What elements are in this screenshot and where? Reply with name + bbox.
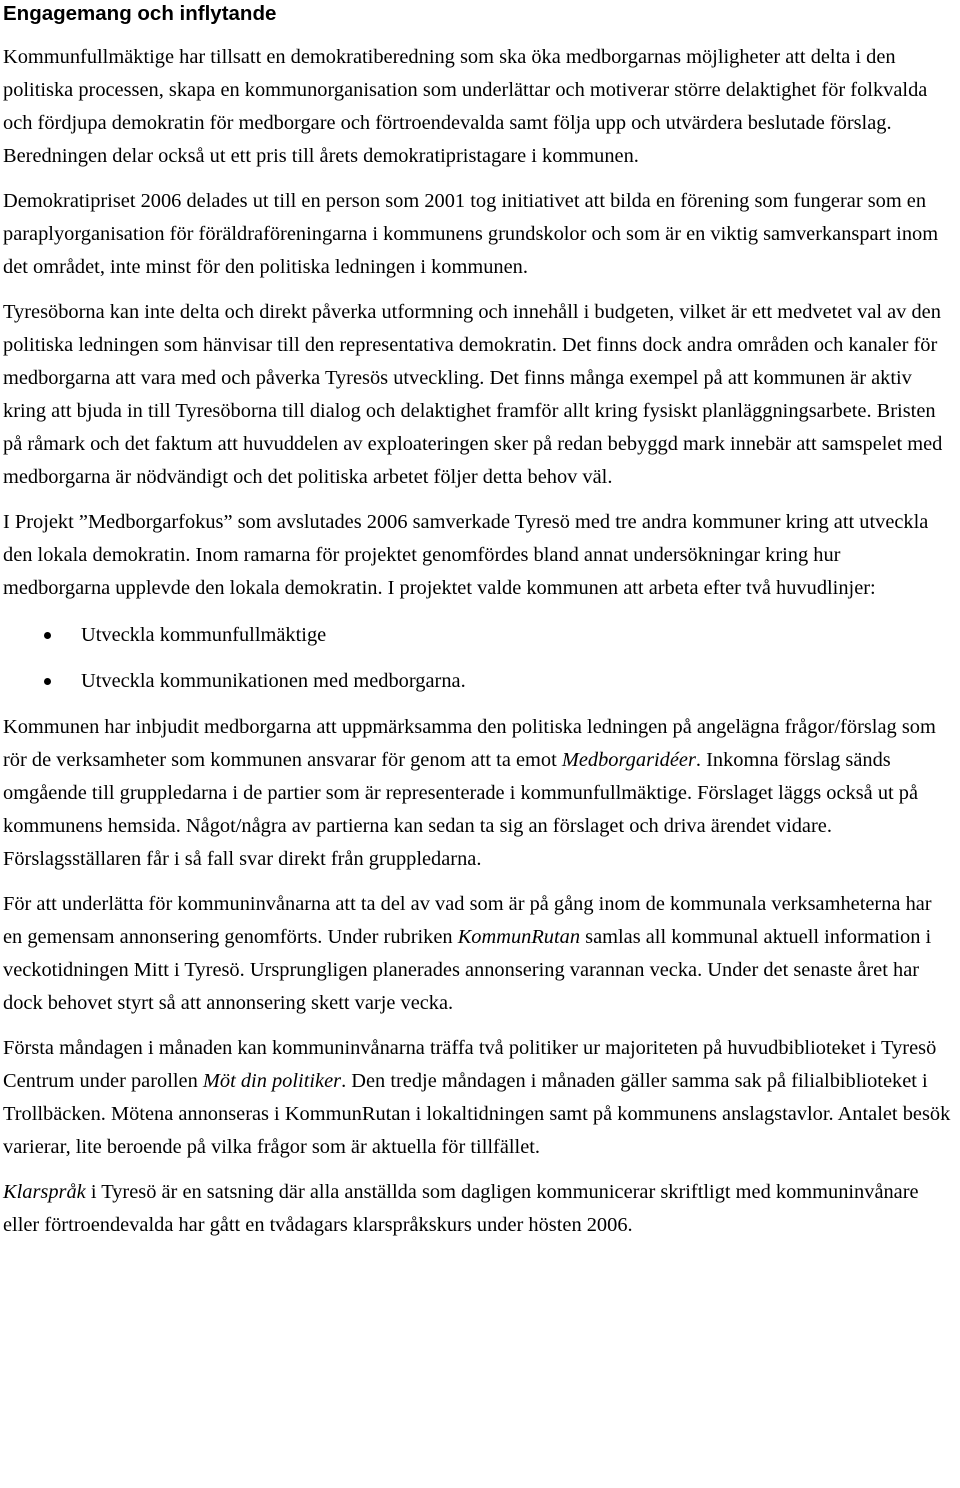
paragraph-medborgarfokus: I Projekt ”Medborgarfokus” som avslutades 2006 samverkade Tyresö med tre andra kommuner kring att utveckla den lokala demokratin. Inom ramarna för projektet genomfördes bland annat undersökningar kring hur medborgarna upplevde den lokala demokratin. I projektet valde kommunen att arbeta efter två huvudlinjer:	[3, 511, 929, 599]
section-heading: Engagemang och inflytande	[3, 2, 277, 25]
paragraph-kommunrutan: För att underlätta för kommuninvånarna att ta del av vad som är på gång inom de kommunala verksamheterna har en gemensam annonsering genomförts. Under rubriken KommunRutan samlas all kommunal aktuell information i veckotidningen Mitt i Tyresö. Ursprungligen planerades annonsering varannan vecka. Under det senaste året har dock behovet styrt så att annonsering skett varje vecka.	[3, 893, 932, 1014]
paragraph-demokratiberedning: Kommunfullmäktige har tillsatt en demokratiberedning som ska öka medborgarnas möjligheter att delta i den politiska processen, skapa en kommunorganisation som underlättar och motiverar större delaktighet för folkvalda och fördjupa demokratin för medborgare och förtroendevalda samt följa upp och utvärdera beslutade förslag. Beredningen delar också ut ett pris till årets demokratipristagare i kommunen.	[3, 46, 928, 167]
paragraph-budget-inflytande: Tyresöborna kan inte delta och direkt påverka utformning och innehåll i budgeten, vilket är ett medvetet val av den politiska ledningen som hänvisar till den representativa demokratin. Det finns dock andra områden och kanaler för medborgarna att vara med och påverka Tyresös utveckling. Det finns många exempel på att kommunen är aktiv kring att bjuda in till Tyresöborna till dialog och delaktighet framför allt kring fysiskt planläggningsarbete. Bristen på råmark och det faktum att huvuddelen av exploateringen sker på redan bebyggd mark innebär att samspelet med medborgarna är nödvändigt och det politiska arbetet följer detta behov väl.	[3, 301, 943, 488]
list-item-text: Utveckla kommunikationen med medborgarna.	[81, 670, 466, 692]
term-mot-din-politiker: Möt din politiker	[202, 1070, 342, 1092]
paragraph-klarsprak: Klarspråk i Tyresö är en satsning där alla anställda som dagligen kommunicerar skriftligt med kommuninvånare eller förtroendevalda har gått en tvådagars klarspråkskurs under hösten 2006.	[3, 1181, 919, 1236]
paragraph-demokratipriset: Demokratipriset 2006 delades ut till en person som 2001 tog initiativet att bilda en förening som fungerar som en paraplyorganisation för föräldraföreningarna i kommunens grundskolor och som är en viktig samverkanspart inom det området, inte minst för den politiska ledningen i kommunen.	[3, 190, 939, 278]
term-medborgarideer: Medborgaridéer	[561, 749, 696, 771]
bullet-icon	[44, 632, 51, 639]
list-item	[3, 665, 952, 711]
paragraph-medborgarideer: Kommunen har inbjudit medborgarna att uppmärksamma den politiska ledningen på angelägna frågor/förslag som rör de verksamheter som kommunen ansvarar för genom att ta emot Medborgaridéer. Inkomna förslag sänds omgående till gruppledarna i de partier som är representerade i kommunfullmäktige. Förslaget läggs också ut på kommunens hemsida. Något/några av partierna kan sedan ta sig an förslaget och driva ärendet vidare. Förslagsställaren får i så fall svar direkt från gruppledarna.	[3, 716, 936, 870]
term-klarsprak: Klarspråk	[3, 1181, 86, 1203]
bullet-icon	[44, 678, 51, 685]
paragraph-mot-din-politiker: Första måndagen i månaden kan kommuninvånarna träffa två politiker ur majoriteten på huvudbiblioteket i Tyresö Centrum under parollen Möt din politiker. Den tredje måndagen i månaden gäller samma sak på filialbiblioteket i Trollbäcken. Mötena annonseras i KommunRutan i lokaltidningen samt på kommunens anslagstavlor. Antalet besök varierar, lite beroende på vilka frågor som är aktuella för tillfället.	[3, 1037, 951, 1158]
term-kommunrutan: KommunRutan	[457, 926, 581, 948]
list-item-text: Utveckla kommunfullmäktige	[81, 624, 327, 646]
bullet-list-huvudlinjer	[3, 619, 952, 711]
list-item	[3, 619, 952, 665]
